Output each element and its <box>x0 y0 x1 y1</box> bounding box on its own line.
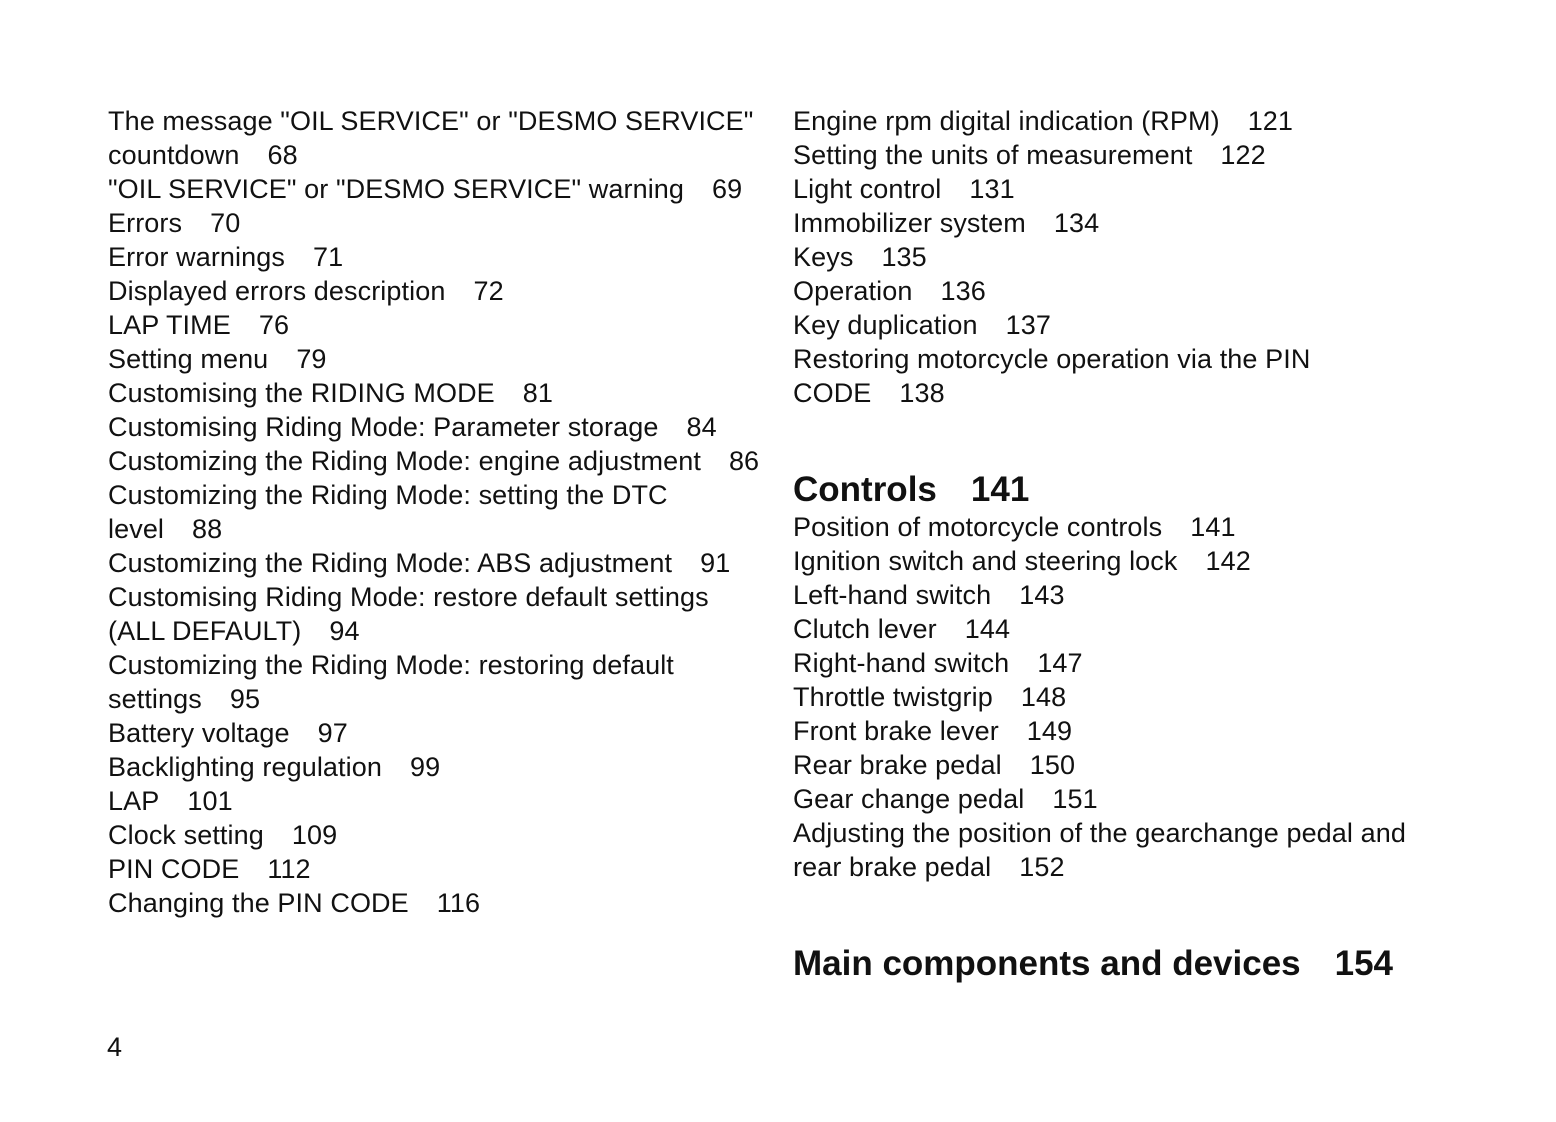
toc-entry[interactable]: Customizing the Riding Mode: engine adjustment 86 <box>108 446 760 476</box>
toc-entry[interactable]: Position of motorcycle controls 141 <box>793 512 1236 542</box>
toc-entry[interactable]: LAP TIME 76 <box>108 310 290 340</box>
toc-entry[interactable]: Left-hand switch 143 <box>793 580 1065 610</box>
toc-entry[interactable]: Battery voltage 97 <box>108 718 348 748</box>
toc-entry[interactable]: Customizing the Riding Mode: setting the DTC level 88 <box>108 480 668 544</box>
toc-entry[interactable]: Immobilizer system 134 <box>793 208 1100 238</box>
toc-entry[interactable]: Light control 131 <box>793 174 1015 204</box>
toc-entry[interactable]: Errors 70 <box>108 208 241 238</box>
toc-entry[interactable]: Changing the PIN CODE 116 <box>108 888 481 918</box>
toc-entry[interactable]: Adjusting the position of the gearchange pedal and rear brake pedal 152 <box>793 818 1406 882</box>
toc-entry[interactable]: Throttle twistgrip 148 <box>793 682 1067 712</box>
section-heading-main-components[interactable]: Main components and devices 154 <box>793 944 1394 983</box>
toc-entry[interactable]: Customizing the Riding Mode: ABS adjustment 91 <box>108 548 731 578</box>
toc-entry[interactable]: Right-hand switch 147 <box>793 648 1083 678</box>
toc-entry[interactable]: Customizing the Riding Mode: restoring default settings 95 <box>108 650 674 714</box>
toc-entry[interactable]: Rear brake pedal 150 <box>793 750 1076 780</box>
toc-entry[interactable]: Engine rpm digital indication (RPM) 121 <box>793 106 1294 136</box>
toc-entry[interactable]: "OIL SERVICE" or "DESMO SERVICE" warning 69 <box>108 174 743 204</box>
toc-entry[interactable]: The message "OIL SERVICE" or "DESMO SERVICE" countdown 68 <box>108 106 754 170</box>
toc-right-column <box>793 104 1453 984</box>
toc-entry[interactable]: Customising Riding Mode: restore default settings (ALL DEFAULT) 94 <box>108 582 709 646</box>
toc-entry[interactable]: Gear change pedal 151 <box>793 784 1098 814</box>
toc-left-column <box>108 104 768 920</box>
page-number: 4 <box>107 1032 123 1062</box>
section-heading-controls[interactable]: Controls 141 <box>793 470 1030 509</box>
toc-entry[interactable]: Error warnings 71 <box>108 242 344 272</box>
toc-entry[interactable]: PIN CODE 112 <box>108 854 311 884</box>
toc-entry[interactable]: LAP 101 <box>108 786 233 816</box>
toc-entry[interactable]: Ignition switch and steering lock 142 <box>793 546 1251 576</box>
toc-entry[interactable]: Displayed errors description 72 <box>108 276 504 306</box>
toc-entry[interactable]: Setting the units of measurement 122 <box>793 140 1266 170</box>
toc-entry[interactable]: Customising the RIDING MODE 81 <box>108 378 554 408</box>
toc-entry[interactable]: Operation 136 <box>793 276 986 306</box>
toc-entry[interactable]: Front brake lever 149 <box>793 716 1073 746</box>
toc-entry[interactable]: Clutch lever 144 <box>793 614 1011 644</box>
toc-entry[interactable]: Clock setting 109 <box>108 820 338 850</box>
toc-entry[interactable]: Keys 135 <box>793 242 927 272</box>
toc-entry[interactable]: Setting menu 79 <box>108 344 327 374</box>
toc-entry[interactable]: Key duplication 137 <box>793 310 1051 340</box>
toc-entry[interactable]: Customising Riding Mode: Parameter storage 84 <box>108 412 717 442</box>
toc-entry[interactable]: Backlighting regulation 99 <box>108 752 441 782</box>
toc-entry[interactable]: Restoring motorcycle operation via the PIN CODE 138 <box>793 344 1311 408</box>
